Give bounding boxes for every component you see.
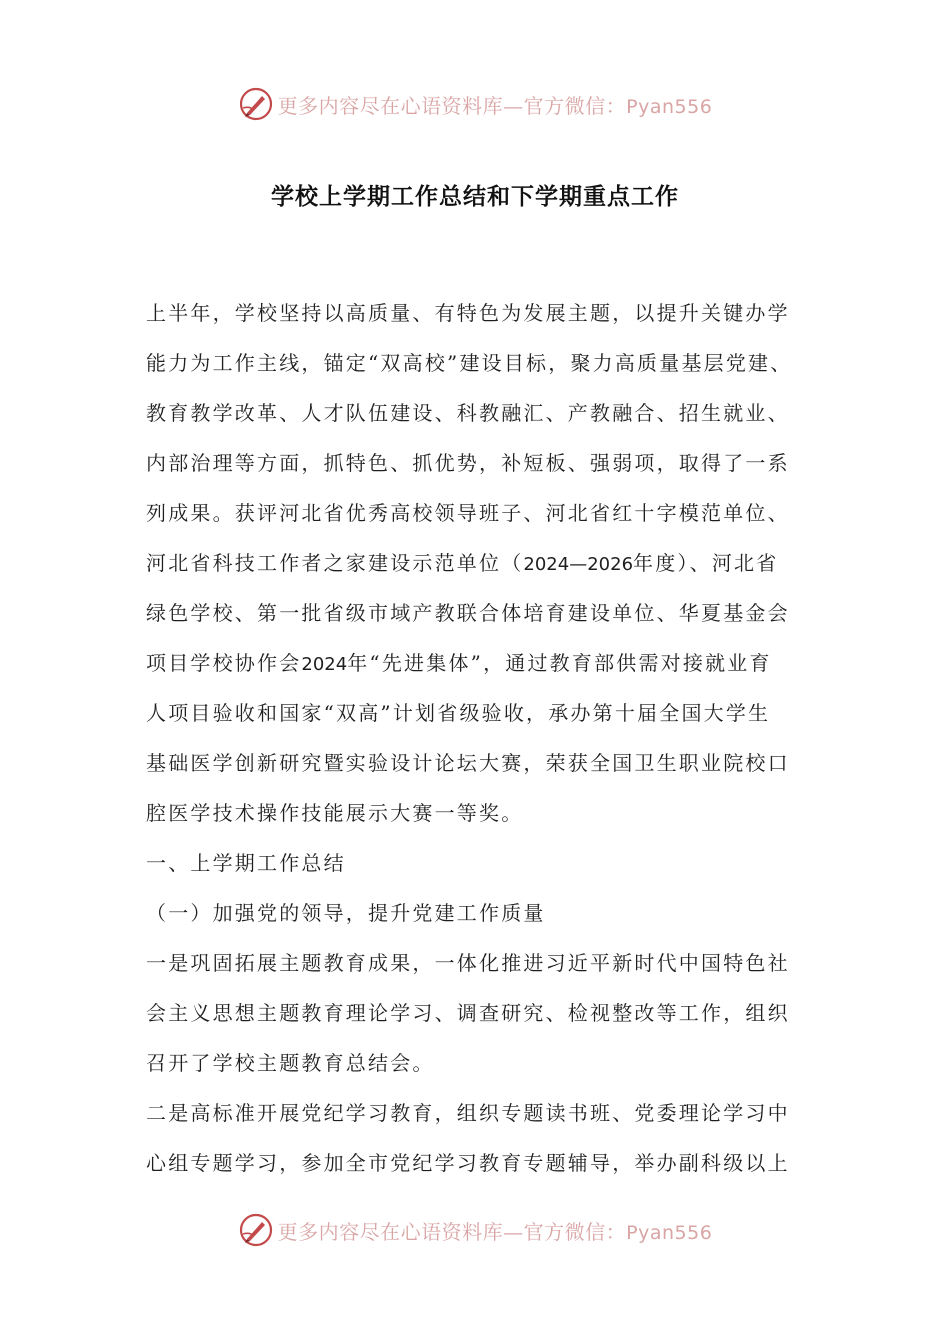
text-line: 一、上学期工作总结 xyxy=(146,851,346,875)
text-line: 一是巩固拓展主题教育成果，一体化推进习近平新时代中国特色社 xyxy=(146,951,790,975)
watermark-banner-top xyxy=(0,82,950,126)
text-line: 基础医学创新研究暨实验设计论坛大赛，荣获全国卫生职业院校口 xyxy=(146,751,790,775)
text-line: 召开了学校主题教育总结会。 xyxy=(146,1051,435,1075)
wechat-id: Pyan556 xyxy=(626,1221,713,1244)
text-line: 腔医学技术操作技能展示大赛一等奖。 xyxy=(146,801,524,825)
pen-logo-icon xyxy=(238,1212,274,1248)
text-line: 列成果。获评河北省优秀高校领导班子、河北省红十字模范单位、 xyxy=(146,501,790,525)
text-line: 心组专题学习，参加全市党纪学习教育专题辅导，举办副科级以上 xyxy=(146,1151,790,1175)
document-body xyxy=(146,293,826,1193)
text-line: 人项目验收和国家“双高”计划省级验收，承办第十届全国大学生 xyxy=(146,701,771,725)
text-line: 内部治理等方面，抓特色、抓优势，补短板、强弱项，取得了一系 xyxy=(146,451,790,475)
text-line: （一）加强党的领导，提升党建工作质量 xyxy=(146,901,546,925)
text-line: 二是高标准开展党纪学习教育，组织专题读书班、党委理论学习中 xyxy=(146,1101,790,1125)
document-title: 学校上学期工作总结和下学期重点工作 xyxy=(271,184,679,210)
pen-logo-icon xyxy=(238,86,274,122)
text-line: 项目学校协作会2024年“先进集体”，通过教育部供需对接就业育 xyxy=(146,651,772,675)
watermark-banner-bottom xyxy=(0,1208,950,1252)
watermark-text: 更多内容尽在心语资料库—官方微信：Pyan556 xyxy=(277,1219,713,1244)
text-line: 绿色学校、第一批省级市域产教联合体培育建设单位、华夏基金会 xyxy=(146,601,790,625)
watermark-text: 更多内容尽在心语资料库—官方微信：Pyan556 xyxy=(277,93,713,118)
text-line: 教育教学改革、人才队伍建设、科教融汇、产教融合、招生就业、 xyxy=(146,401,790,425)
wechat-id: Pyan556 xyxy=(626,95,713,118)
text-line: 河北省科技工作者之家建设示范单位（2024—2026年度）、河北省 xyxy=(146,551,779,575)
text-line: 上半年，学校坚持以高质量、有特色为发展主题，以提升关键办学 xyxy=(146,301,790,325)
text-line: 会主义思想主题教育理论学习、调查研究、检视整改等工作，组织 xyxy=(146,1001,790,1025)
text-line: 能力为工作主线，锚定“双高校”建设目标，聚力高质量基层党建、 xyxy=(146,351,793,375)
